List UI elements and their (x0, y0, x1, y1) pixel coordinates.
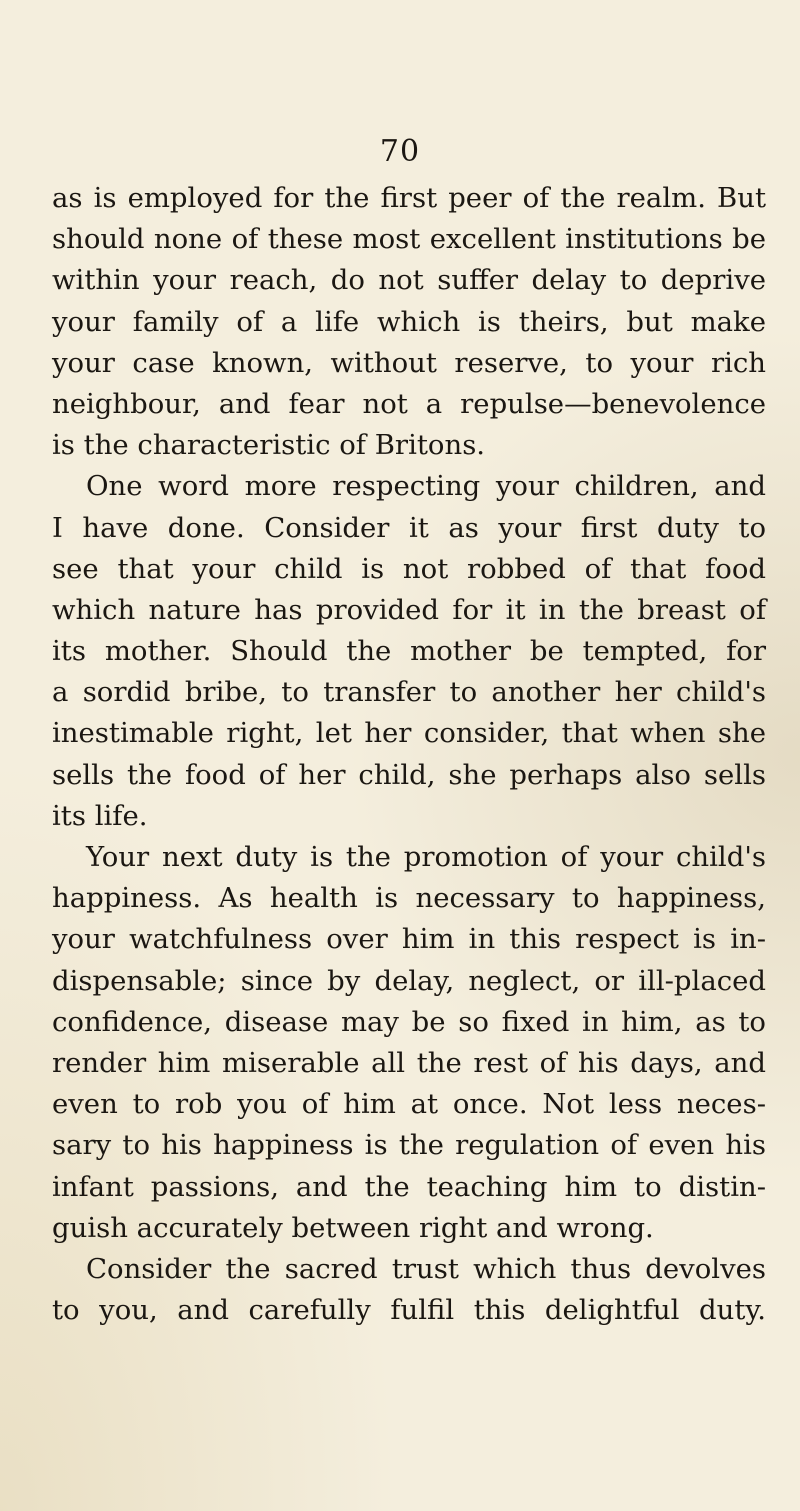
text-line: happiness. As health is necessary to happiness, (52, 882, 766, 915)
text-line: confidence, disease may be so fixed in him, as to (52, 1005, 766, 1038)
text-line: as is employed for the first peer of the realm. But (52, 182, 766, 214)
page-number: 70 (379, 134, 421, 169)
text-line: I have done. Consider it as your first duty to (52, 511, 766, 544)
text-line: its mother. Should the mother be tempted, for (52, 635, 766, 668)
text-line: sary to his happiness is the regulation of even his (52, 1129, 766, 1162)
body-text (52, 178, 766, 1331)
text-line: One word more respecting your children, and (86, 470, 766, 503)
text-line: Your next duty is the promotion of your child's (86, 841, 766, 873)
text-line: your watchfulness over him in this respect is in- (52, 923, 766, 956)
text-line: guish accurately between right and wrong. (52, 1211, 654, 1244)
text-line: inestimable right, let her consider, that when she (52, 717, 766, 750)
text-line: your case known, without reserve, to your rich (52, 346, 766, 379)
text-line: neighbour, and fear not a repulse—benevolence (52, 387, 766, 420)
text-line: should none of these most excellent institutions be (52, 223, 766, 256)
text-line: sells the food of her child, she perhaps also sells (52, 758, 766, 791)
text-line: see that your child is not robbed of that food (52, 552, 766, 585)
text-line: your family of a life which is theirs, but make (52, 305, 766, 338)
text-line: its life. (52, 799, 148, 832)
text-line: even to rob you of him at once. Not less neces- (52, 1088, 766, 1121)
text-line: to you, and carefully fulfil this delightful duty. (52, 1294, 766, 1327)
text-line: infant passions, and the teaching him to distin- (52, 1170, 766, 1203)
text-line: Consider the sacred trust which thus devolves (86, 1252, 766, 1285)
text-line: which nature has provided for it in the breast of (52, 593, 766, 626)
text-line: within your reach, do not suffer delay to deprive (52, 264, 766, 297)
text-line: is the characteristic of Britons. (52, 429, 486, 462)
text-line: a sordid bribe, to transfer to another her child's (52, 676, 766, 709)
text-line: render him miserable all the rest of his days, and (52, 1046, 766, 1079)
text-line: dispensable; since by delay, neglect, or ill-placed (52, 964, 766, 997)
